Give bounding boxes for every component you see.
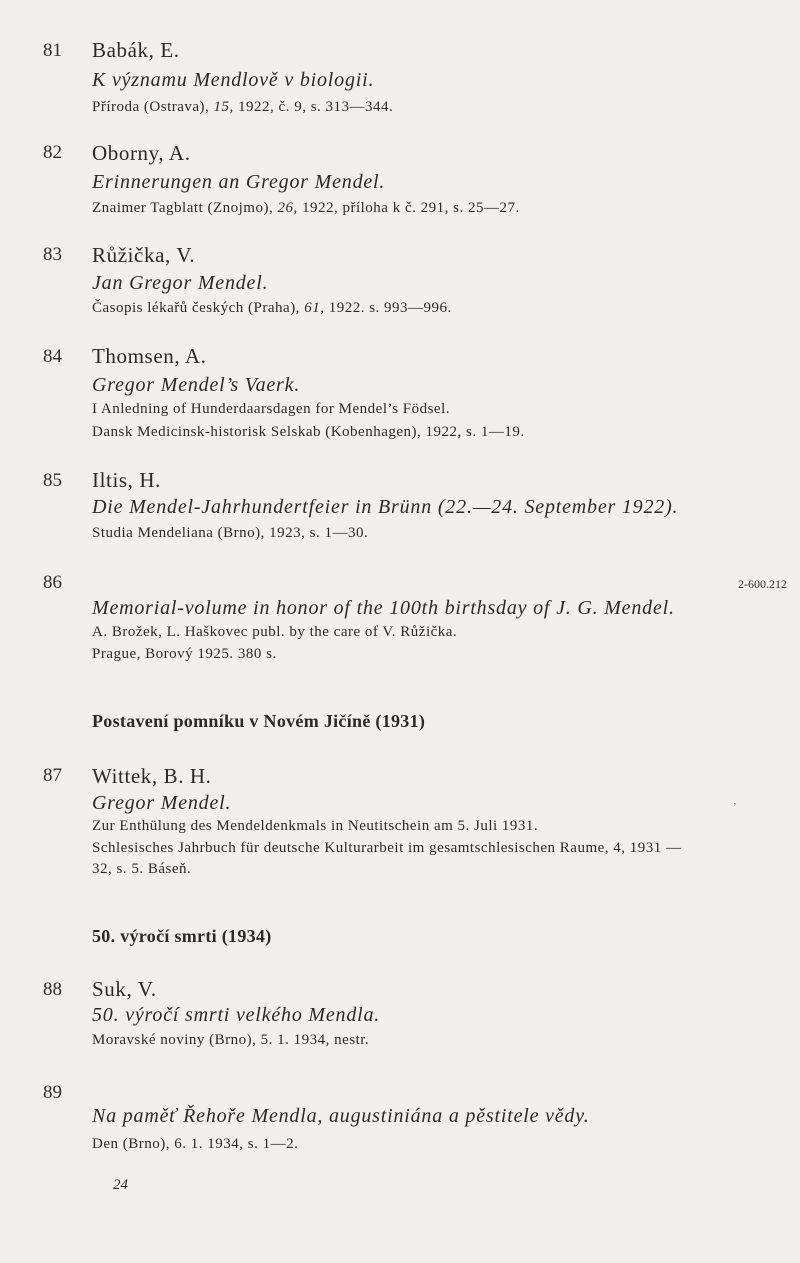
entry-title: Gregor Mendel’s Vaerk. [92, 374, 301, 396]
entry-author: Růžička, V. [92, 243, 196, 267]
section-heading: 50. výročí smrti (1934) [92, 926, 272, 946]
entry-title: Na paměť Řehoře Mendla, augustiniána a pěstitele vědy. [92, 1105, 590, 1127]
call-number: 2-600.212 [738, 577, 787, 591]
entry-source: I Anledning of Hunderdaarsdagen for Mendel’s Födsel. [92, 401, 451, 417]
entry-title: Memorial-volume in honor of the 100th birthsday of J. G. Mendel. [92, 597, 675, 619]
entry-title: Jan Gregor Mendel. [92, 272, 269, 294]
entry-title: K významu Mendlově v biologii. [92, 69, 375, 91]
entry-source: Studia Mendeliana (Brno), 1923, s. 1—30. [92, 525, 369, 541]
entry-number: 82 [43, 142, 62, 163]
entry-source: Znaimer Tagblatt (Znojmo), 26, 1922, příloha k č. 291, s. 25—27. [92, 200, 520, 216]
entry-number: 83 [43, 244, 62, 265]
entry-source: A. Brožek, L. Haškovec publ. by the care of V. Růžička. [92, 624, 458, 640]
entry-number: 87 [43, 765, 62, 786]
margin-mark: ‚ [733, 795, 737, 807]
entry-number: 84 [43, 346, 62, 367]
entry-author: Iltis, H. [92, 468, 161, 492]
entry-source: Den (Brno), 6. 1. 1934, s. 1—2. [92, 1136, 299, 1152]
entry-source-line-2: Dansk Medicinsk-historisk Selskab (Kobenhagen), 1922, s. 1—19. [92, 424, 525, 440]
section-heading: Postavení pomníku v Novém Jičíně (1931) [92, 711, 426, 731]
entry-number: 81 [43, 40, 62, 61]
page-number: 24 [113, 1177, 128, 1193]
entry-source: Moravské noviny (Brno), 5. 1. 1934, nestr. [92, 1032, 370, 1048]
entry-source-line-3: 32, s. 5. Báseň. [92, 861, 192, 877]
entry-title: Erinnerungen an Gregor Mendel. [92, 171, 386, 193]
entry-number: 88 [43, 979, 62, 1000]
entry-author: Wittek, B. H. [92, 764, 212, 788]
entry-number: 85 [43, 470, 62, 491]
entry-source: Příroda (Ostrava), 15, 1922, č. 9, s. 313—344. [92, 99, 394, 115]
entry-author: Babák, E. [92, 38, 180, 62]
entry-author: Suk, V. [92, 977, 157, 1001]
entry-number: 86 [43, 572, 62, 593]
entry-source-line-2: Schlesisches Jahrbuch für deutsche Kulturarbeit im gesamtschlesischen Raume, 4, 1931 — [92, 840, 682, 856]
entry-source-line-2: Prague, Borový 1925. 380 s. [92, 646, 277, 662]
entry-number: 89 [43, 1082, 62, 1103]
entry-source: Časopis lékařů českých (Praha), 61, 1922. s. 993—996. [92, 300, 452, 316]
entry-author: Oborny, A. [92, 141, 191, 165]
entry-title: Die Mendel-Jahrhundertfeier in Brünn (22.—24. September 1922). [92, 496, 679, 518]
entry-source: Zur Enthülung des Mendeldenkmals in Neutitschein am 5. Juli 1931. [92, 818, 539, 834]
entry-author: Thomsen, A. [92, 344, 207, 368]
entry-title: 50. výročí smrti velkého Mendla. [92, 1004, 381, 1026]
entry-title: Gregor Mendel. [92, 792, 232, 814]
